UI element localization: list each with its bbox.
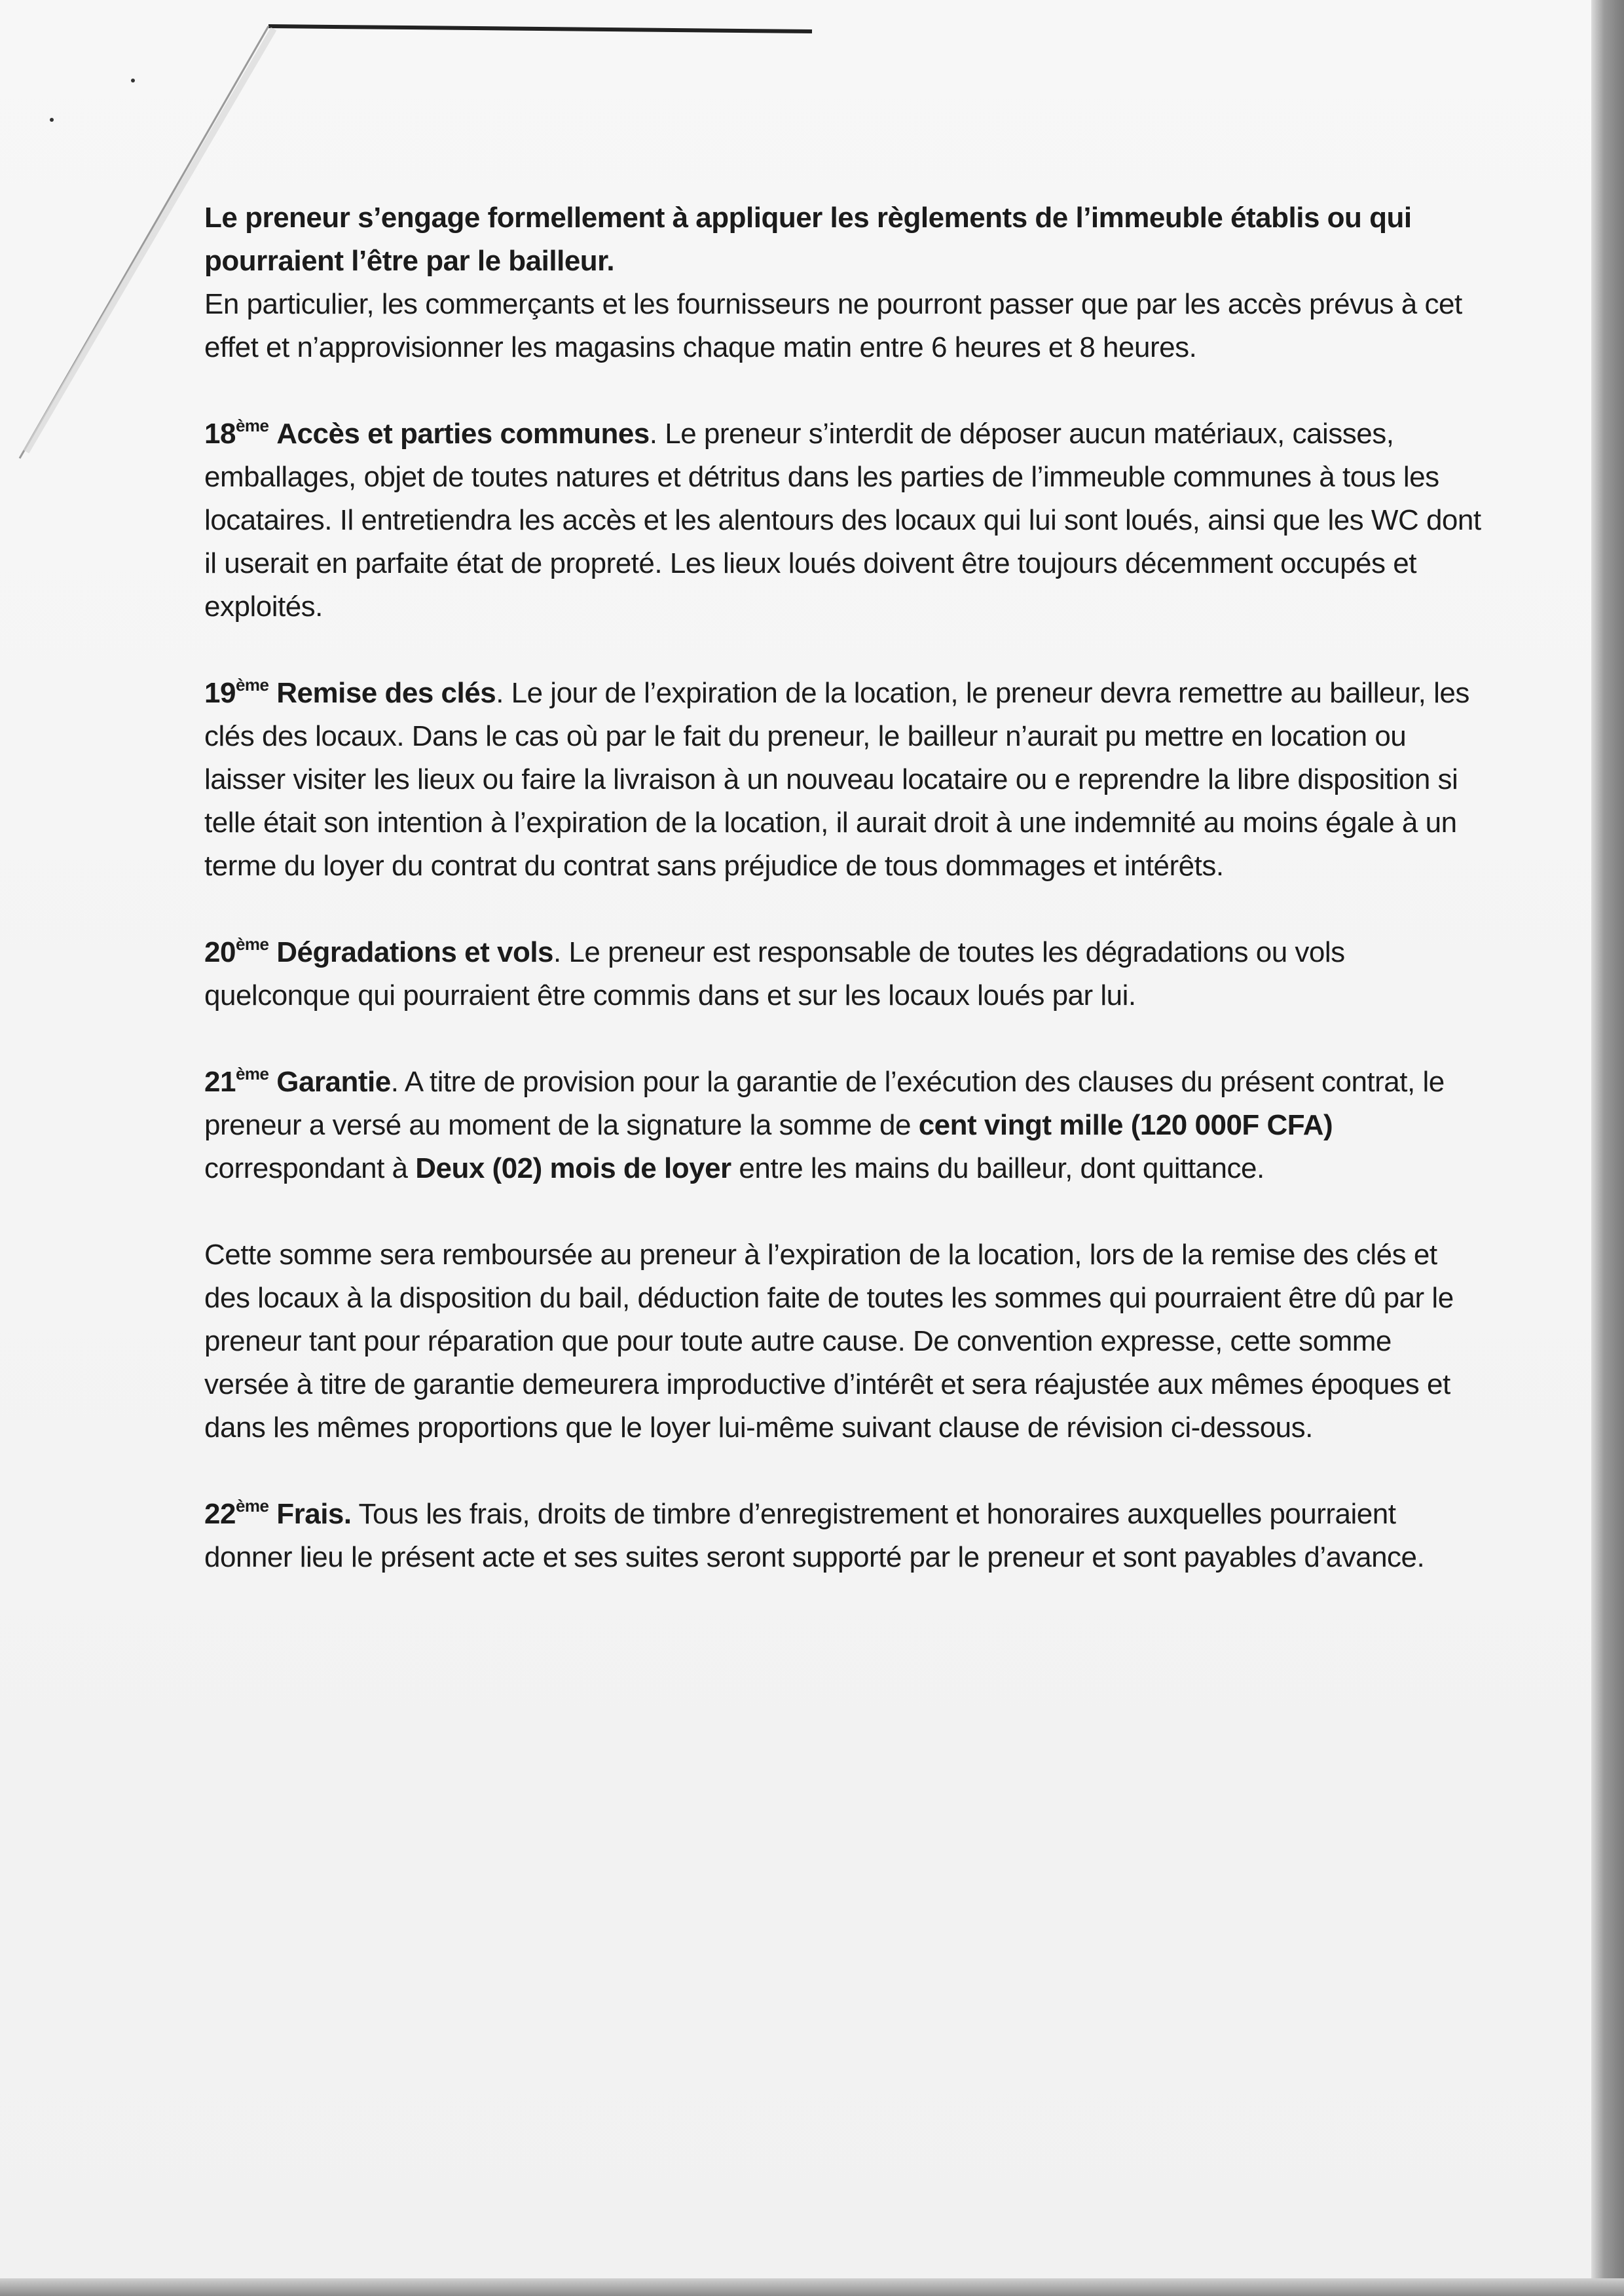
article-number: 19ème — [204, 675, 269, 709]
guarantee-followup-text: Cette somme sera remboursée au preneur à l’expiration de la location, lors de la remise des clés et des locaux à la disposition du bail, déduction faite de toutes les sommes qui pourraient être dû par le preneur tant pour réparation que pour toute autre cause. De convention expresse, cette somme versée à titre de garantie demeurera improductive d’intérêt et sera réajustée aux mêmes époques et dans les mêmes proportions que le loyer lui-même suivant clause de révision ci-dessous. — [204, 1239, 1454, 1444]
article-body: correspondant à — [204, 1152, 416, 1184]
article-number: 18ème — [204, 416, 269, 450]
document-body — [204, 196, 1481, 1622]
guarantee-amount: cent vingt mille (120 000F CFA) — [918, 1109, 1333, 1141]
article-title: Frais. — [276, 1498, 352, 1530]
article-title: Dégradations et vols — [276, 936, 554, 968]
article-number: 22ème — [204, 1496, 269, 1530]
scan-speck — [50, 118, 54, 122]
article-title: Remise des clés — [276, 677, 496, 709]
scan-edge-bottom — [0, 2278, 1624, 2296]
article-title: Garantie — [276, 1066, 391, 1098]
article-number: 20ème — [204, 934, 269, 968]
article-22 — [204, 1493, 1481, 1579]
article-body: . Le preneur est responsable de toutes les dégradations ou vols quelconque qui pourraient être commis dans et sur les locaux loués par lui. — [204, 936, 1345, 1011]
scan-speck — [131, 79, 135, 82]
guarantee-months: Deux (02) mois de loyer — [415, 1152, 731, 1184]
article-19 — [204, 672, 1481, 888]
scan-edge-right — [1591, 0, 1624, 2296]
intro-rules-paragraph — [204, 196, 1481, 283]
article-body: entre les mains du bailleur, dont quittance. — [731, 1152, 1264, 1184]
intro-suppliers-text: En particulier, les commerçants et les fournisseurs ne pourront passer que par les accès prévus à cet effet et n’approvisionner les magasins chaque matin entre 6 heures et 8 heures. — [204, 288, 1462, 363]
article-body: . Le preneur s’interdit de déposer aucun matériaux, caisses, emballages, objet de toutes natures et détritus dans les parties de l’immeuble communes à tous les locataires. Il entretiendra les accès et les alentours des locaux qui lui sont loués, ainsi que les WC dont il userait en parfaite état de propreté. Les lieux loués doivent être toujours décemment occupés et exploités. — [204, 418, 1481, 623]
article-body: . A titre de provision pour la garantie de l’exécution des clauses du présent contrat, le preneur a versé au moment de la signature la somme de — [204, 1066, 1445, 1141]
article-20 — [204, 931, 1481, 1017]
intro-suppliers-paragraph — [204, 283, 1481, 369]
article-18 — [204, 412, 1481, 629]
article-21 — [204, 1061, 1481, 1190]
article-body: . Le jour de l’expiration de la location, le preneur devra remettre au bailleur, les clés des locaux. Dans le cas où par le fait du preneur, le bailleur n’aurait pu mettre en location ou laisser visiter les lieux ou faire la livraison à un nouveau locataire ou e reprendre la libre disposition si telle était son intention à l’expiration de la location, il aurait droit à une indemnité au moins égale à un terme du loyer du contrat du contrat sans préjudice de tous dommages et intérêts. — [204, 677, 1469, 882]
article-number: 21ème — [204, 1064, 269, 1098]
guarantee-followup-paragraph — [204, 1233, 1481, 1449]
intro-rules-text: Le preneur s’engage formellement à appliquer les règlements de l’immeuble établis ou qui pourraient l’être par le bailleur. — [204, 202, 1412, 277]
article-body: Tous les frais, droits de timbre d’enregistrement et honoraires auxquelles pourraient donner lieu le présent acte et ses suites seront supporté par le preneur et sont payables d’avance. — [204, 1498, 1425, 1573]
article-title: Accès et parties communes — [276, 418, 650, 450]
